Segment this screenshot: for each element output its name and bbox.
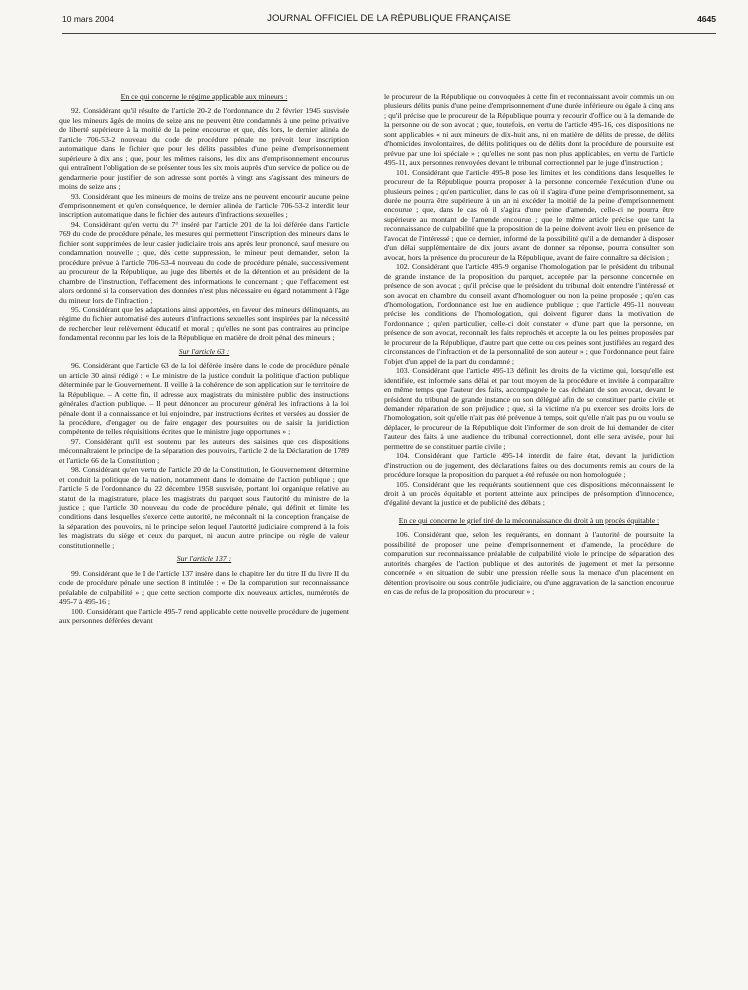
paragraph-101: 101. Considérant que l'article 495-8 pose les limites et les conditions dans lesquelles le procureur de la République pourra proposer à la personne concernée l'exécution d'une ou plusieurs peines ; qu'en particulier, dans le cas où il s'agira d'une peine d'emprisonnement, sa durée ne pourra être supérieure à un an ni excéder la moitié de la peine d'emprisonnement encourue ; que, dans le cas où il s'agira d'une peine d'amende, celle-ci ne pourra être supérieure au montant de l'amende encourue ; que le même article précise que tant la reconnaissance de culpabilité que la proposition de la peine doivent avoir lieu en présence de l'avocat de l'intéressé ; que ce dernier, informé de la possibilité qu'il a de demander à disposer d'un délai supplémentaire de dix jours avant de donner sa réponse, pourra consulter son avocat, hors la présence du procureur de la République, avant de faire connaître sa décision ; <box>384 167 674 262</box>
paragraph-96: 96. Considérant que l'article 63 de la loi déférée insère dans le code de procédure pénale un article 30 ainsi rédigé : « Le ministre de la justice conduit la politique d'action publique déterminée par le Gouvernement. Il veille à la cohérence de son application sur le territoire de la République. – A cette fin, il adresse aux magistrats du ministère public des instructions générales d'action publique. – Il peut dénoncer au procureur général les infractions à la loi pénale dont il a connaissance et lui enjoindre, par instructions écrites et versées au dossier de la procédure, d'engager ou de faire engager des poursuites ou de saisir la juridiction compétente de telles réquisitions écrites que le ministre juge opportunes » ; <box>59 361 349 437</box>
paragraph-104: 104. Considérant que l'article 495-14 interdit de faire état, devant la juridiction d'instruction ou de jugement, des déclarations faites ou des documents remis au cours de la procédure lorsque la proposition du parquet a été refusée ou non homologuée ; <box>384 451 674 480</box>
paragraph-99: 99. Considérant que le I de l'article 137 insère dans le chapitre Ier du titre II du livre II du code de procédure pénale une section 8 intitulée : « De la comparution sur reconnaissance préalable de culpabilité » ; que cette section comporte dix nouveaux articles, numérotés de 495-7 à 495-16 ; <box>59 568 349 607</box>
paragraph-103: 103. Considérant que l'article 495-13 définit les droits de la victime qui, lorsqu'elle est identifiée, est informée sans délai et par tout moyen de la procédure et invitée à comparaître en même temps que l'auteur des faits, accompagnée le cas échéant de son avocat, devant le président du tribunal de grande instance ou son délégué afin de se constituer partie civile et demander réparation de son préjudice ; que, si la victime n'a pu exercer ses droits lors de l'homologation, soit qu'elle n'ait pas été prévenue à temps, soit qu'elle n'ait pas pu ou voulu se déplacer, le procureur de la République doit l'informer de son droit de lui demander de citer l'auteur des faits à une audience du tribunal correctionnel, dont elle sera avisée, pour lui permettre de se constituer partie civile ; <box>384 366 674 451</box>
page-header <box>62 0 716 28</box>
right-column <box>384 92 674 597</box>
section-heading-proces-equitable: En ce qui concerne le grief tiré de la méconnaissance du droit à un procès équitable : <box>398 515 660 525</box>
paragraph-93: 93. Considérant que les mineurs de moins de treize ans ne peuvent encourir aucune peine d'emprisonnement et qu'en conséquence, le dernier alinéa de l'article 706-53-2 interdit leur inscription automatique dans le fichier des auteurs d'infractions sexuelles ; <box>59 191 349 220</box>
header-date: 10 mars 2004 <box>62 14 114 24</box>
paragraph-97: 97. Considérant qu'il est soutenu par les auteurs des saisines que ces dispositions méconnaîtraient le principe de la séparation des pouvoirs, l'article 2 de la Déclaration de 1789 et l'article 66 de la Constitution ; <box>59 436 349 465</box>
paragraph-105: 105. Considérant que les requérants soutiennent que ces dispositions méconnaissent le droit à un procès équitable et portent atteinte aux principes de présomption d'innocence, d'égalité devant la justice et de publicité des débats ; <box>384 479 674 508</box>
paragraph-100: 100. Considérant que l'article 495-7 rend applicable cette nouvelle procédure de jugement aux personnes déférées devant <box>59 606 349 626</box>
paragraph-98: 98. Considérant qu'en vertu de l'article 20 de la Constitution, le Gouvernement détermine et conduit la politique de la nation, notamment dans le domaine de l'action publique ; que l'article 5 de l'ordonnance du 22 décembre 1958 susvisée, portant loi organique relative au statut de la magistrature, place les magistrats du parquet sous l'autorité du ministre de la justice ; que l'article 30 nouveau du code de procédure pénale, qui définit et limite les conditions dans lesquelles s'exerce cette autorité, ne méconnaît ni la conception française de la séparation des pouvoirs, ni le principe selon lequel l'autorité judiciaire comprend à la fois les magistrats du siège et ceux du parquet, ni aucun autre principe ou règle de valeur constitutionnelle ; <box>59 465 349 550</box>
paragraph-95: 95. Considérant que les adaptations ainsi apportées, en faveur des mineurs délinquants, au régime du fichier automatisé des auteurs d'infractions sexuelles sont inspirées par la nécessité de rechercher leur relèvement éducatif et moral ; qu'elles ne sont pas contraires au principe fondamental reconnu par les lois de la République en matière de droit pénal des mineurs ; <box>59 304 349 343</box>
paragraph-102: 102. Considérant que l'article 495-9 organise l'homologation par le président du tribunal de grande instance de la proposition du parquet, acceptée par la personne concernée en présence de son avocat ; qu'il précise que le président du tribunal doit entendre l'intéressé et son avocat en chambre du conseil avant d'homologuer ou non la peine proposée ; qu'en cas d'homologation, l'ordonnance est lue en audience publique ; que l'article 495-11 nouveau précise les conditions de l'homologation, qui doivent figurer dans la motivation de l'ordonnance ; qu'en particulier, celle-ci doit constater « d'une part que la personne, en présence de son avocat, reconnaît les faits reprochés et accepte la ou les peines proposées par le procureur de la République, d'autre part que cette ou ces peines sont justifiées au regard des circonstances de l'infraction et de la personnalité de son auteur » ; que l'ordonnance peut faire l'objet d'un appel de la part du condamné ; <box>384 262 674 366</box>
paragraph-92: 92. Considérant qu'il résulte de l'article 20-2 de l'ordonnance du 2 février 1945 susvisée que les mineurs âgés de moins de seize ans ne peuvent être condamnés à une peine privative de liberté supérieure à la moitié de la peine encourue et que, dès lors, le dernier alinéa de l'article 706-53-2 nouveau du code de procédure pénale ne prévoit leur inscription automatique dans le fichier que pour les délits passibles d'une peine d'emprisonnement supérieure à dix ans ; que, pour les mêmes raisons, les dix ans d'emprisonnement encourus qui entraînent l'obligation de se présenter tous les six mois auprès d'un service de police ou de gendarmerie pour justifier de son adresse sont portés à vingt ans s'agissant des mineurs de moins de seize ans ; <box>59 106 349 192</box>
paragraph-106: 106. Considérant que, selon les requérants, en donnant à l'autorité de poursuite la possibilité de proposer une peine d'emprisonnement et d'amende, la procédure de comparution sur reconnaissance préalable de culpabilité viole le principe de séparation des autorités chargées de l'action publique et des autorités de jugement et met la personne concernée « en situation de subir une pression réelle sous la menace d'un placement en détention provisoire ou sous contrôle judiciaire, ou d'une aggravation de la sanction encourue en cas de refus de la proposition du procureur » ; <box>384 530 674 597</box>
header-rule <box>62 33 716 34</box>
left-column <box>59 88 349 625</box>
section-heading-article-63: Sur l'article 63 : <box>178 346 230 356</box>
paragraph-100-continued: le procureur de la République ou convoquées à cette fin et reconnaissant avoir commis un ou plusieurs délits punis d'une peine d'emprisonnement d'une durée inférieure ou égale à cinq ans ; qu'il précise que le procureur de la République pourra y recourir d'office ou à la demande de la personne ou de son avocat ; que, toutefois, en vertu de l'article 495-16, ces dispositions ne sont applicables « ni aux mineurs de dix-huit ans, ni en matière de délits de presse, de délits d'homicides involontaires, de délits politiques ou de délits dont la procédure de poursuite est prévue par une loi spéciale » ; qu'elles ne sont pas non plus applicables, en vertu de l'article 495-11, aux personnes renvoyées devant le tribunal correctionnel par le juge d'instruction ; <box>384 92 674 168</box>
section-heading-article-137: Sur l'article 137 : <box>176 554 232 564</box>
page-number: 4645 <box>697 14 716 24</box>
paragraph-94: 94. Considérant qu'en vertu du 7° inséré par l'article 201 de la loi déférée dans l'article 769 du code de procédure pénale, les mesures qui permettent l'inscription des mineurs dans le fichier sont supprimées de leur casier judiciaire trois ans après leur prononcé, sauf mesure ou condamnation nouvelle ; que, dès cette suppression, le mineur peut demander, selon la procédure prévue à l'article 706-53-4 nouveau du code de procédure pénale, successivement au procureur de la République, au juge des libertés et de la détention et au président de la chambre de l'instruction, l'effacement des informations le concernant ; que l'effacement est alors ordonné si la conservation des données n'est plus nécessaire eu égard notamment à l'âge du mineur lors de l'infraction ; <box>59 219 349 305</box>
header-title: JOURNAL OFFICIEL DE LA RÉPUBLIQUE FRANÇAISE <box>267 13 511 24</box>
section-heading-mineurs: En ce qui concerne le régime applicable aux mineurs : <box>120 92 288 101</box>
